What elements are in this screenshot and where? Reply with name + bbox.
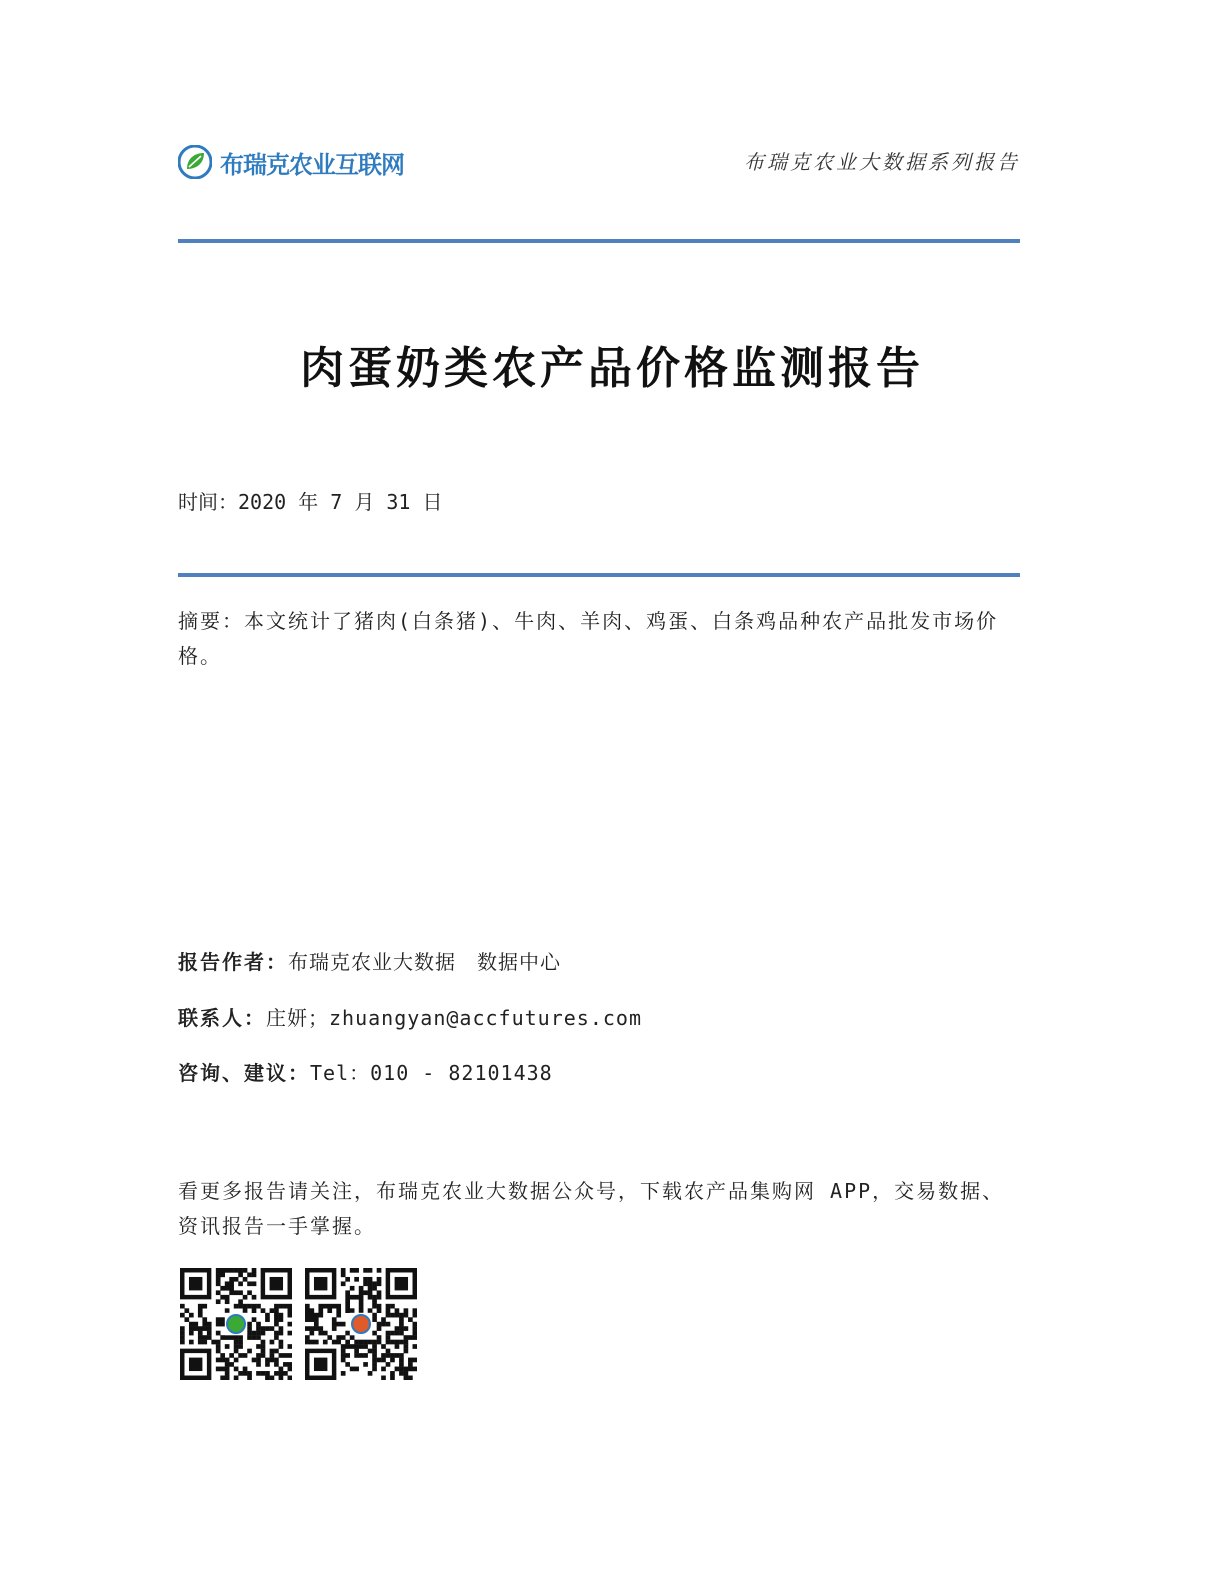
company-logo [178, 142, 404, 182]
follow-text: 看更多报告请关注，布瑞克农业大数据公众号，下载农产品集购网 APP，交易数据、资讯报告一手掌握。 [178, 1179, 1005, 1238]
abstract-divider [178, 573, 1020, 577]
series-label: 布瑞克农业大数据系列报告 [744, 150, 1020, 174]
consult-value: Tel：010 - 82101438 [310, 1061, 553, 1085]
leaf-logo-icon [178, 145, 212, 179]
contact-value: 庄妍；zhuangyan@accfutures.com [266, 1006, 642, 1030]
report-date: 时间：2020 年 7 月 31 日 [178, 490, 443, 514]
qr-code-icon [305, 1268, 417, 1380]
author-label: 报告作者： [178, 950, 288, 974]
consult-label: 咨询、建议： [178, 1061, 310, 1085]
author-line [178, 946, 561, 975]
header-divider [178, 239, 1020, 243]
author-value: 布瑞克农业大数据 数据中心 [288, 950, 561, 974]
report-title: 肉蛋奶类农产品价格监测报告 [300, 343, 924, 394]
report-abstract: 摘要：本文统计了猪肉(白条猪)、牛肉、羊肉、鸡蛋、白条鸡品种农产品批发市场价格。 [178, 609, 999, 668]
qr-code-icon [180, 1268, 292, 1380]
contact-label: 联系人： [178, 1006, 266, 1030]
logo-text: 布瑞克农业互联网 [220, 150, 404, 179]
consult-line [178, 1057, 553, 1086]
contact-line [178, 1002, 642, 1031]
